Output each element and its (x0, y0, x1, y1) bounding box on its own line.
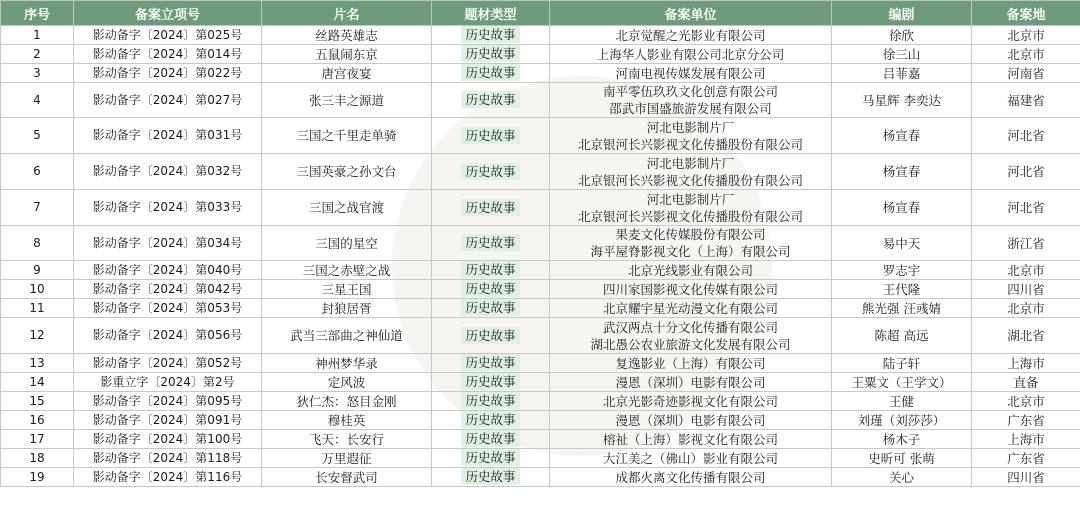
filing-unit-line: 北京银河长兴影视文化传播股份有限公司 (577, 136, 803, 152)
filing-number-cell: 影动备字〔2024〕第027号 (74, 83, 262, 118)
table-body (1, 26, 1080, 487)
genre-badge: 历史故事 (461, 261, 519, 278)
genre-badge: 历史故事 (461, 299, 519, 316)
table-row (1, 26, 1080, 45)
filing-unit-cell (550, 468, 832, 487)
table-row (1, 411, 1080, 430)
film-title-cell: 三国之战官渡 (262, 190, 432, 226)
genre-cell (432, 45, 550, 64)
film-title-cell: 武当三部曲之神仙道 (262, 318, 432, 354)
filing-unit-cell (550, 411, 832, 430)
genre-badge: 历史故事 (461, 163, 519, 180)
filing-unit-cell (550, 280, 832, 299)
genre-cell (432, 318, 550, 354)
filing-place-cell: 直备 (972, 373, 1080, 392)
table-row (1, 83, 1080, 118)
film-title-cell: 唐宫夜宴 (262, 64, 432, 83)
table-row (1, 154, 1080, 190)
genre-badge: 历史故事 (461, 234, 519, 251)
filing-place-cell: 河北省 (972, 190, 1080, 226)
filing-unit-cell (550, 449, 832, 468)
filing-place-cell: 北京市 (972, 261, 1080, 280)
filing-unit-line: 四川家国影视文化传媒有限公司 (602, 281, 778, 297)
genre-badge: 历史故事 (461, 327, 519, 344)
screenwriter-cell: 王粟文（王学文） (832, 373, 972, 392)
film-title-cell: 神州梦华录 (262, 354, 432, 373)
serial-cell: 8 (1, 226, 74, 261)
genre-cell (432, 299, 550, 318)
genre-badge: 历史故事 (461, 199, 519, 216)
serial-cell: 3 (1, 64, 74, 83)
filing-number-cell: 影动备字〔2024〕第040号 (74, 261, 262, 280)
screenwriter-cell: 罗志宇 (832, 261, 972, 280)
filing-place-cell: 河南省 (972, 64, 1080, 83)
table-row (1, 354, 1080, 373)
filing-number-cell: 影动备字〔2024〕第033号 (74, 190, 262, 226)
serial-cell: 16 (1, 411, 74, 430)
genre-badge: 历史故事 (461, 354, 519, 371)
table-row (1, 64, 1080, 83)
film-title-cell: 万里遐征 (262, 449, 432, 468)
header-row (1, 1, 1080, 26)
table-row (1, 226, 1080, 261)
filing-place-cell: 湖北省 (972, 318, 1080, 354)
screenwriter-cell: 王代隆 (832, 280, 972, 299)
filing-number-cell: 影动备字〔2024〕第056号 (74, 318, 262, 354)
filing-number-cell: 影重立字〔2024〕第2号 (74, 373, 262, 392)
filing-unit-cell (550, 26, 832, 45)
header-filing-place: 备案地 (972, 1, 1080, 26)
filing-unit-cell (550, 64, 832, 83)
screenwriter-cell: 徐欣 (832, 26, 972, 45)
serial-cell: 14 (1, 373, 74, 392)
screenwriter-cell: 熊光强 汪彧婧 (832, 299, 972, 318)
filing-unit-cell (550, 83, 832, 118)
serial-cell: 17 (1, 430, 74, 449)
serial-cell: 2 (1, 45, 74, 64)
screenwriter-cell: 陈超 高远 (832, 318, 972, 354)
serial-cell: 11 (1, 299, 74, 318)
filing-unit-line: 复逸影业（上海）有限公司 (615, 355, 766, 371)
genre-cell (432, 118, 550, 154)
filing-unit-line: 北京银河长兴影视文化传播股份有限公司 (577, 172, 803, 188)
serial-cell: 12 (1, 318, 74, 354)
filing-unit-cell (550, 373, 832, 392)
filing-unit-line: 北京光线影业有限公司 (627, 262, 753, 278)
table-row (1, 318, 1080, 354)
filing-place-cell: 北京市 (972, 392, 1080, 411)
filing-unit-line: 北京耀宇星光动漫文化有限公司 (602, 300, 778, 316)
filing-place-cell: 福建省 (972, 83, 1080, 118)
filing-unit-cell (550, 392, 832, 411)
filing-number-cell: 影动备字〔2024〕第116号 (74, 468, 262, 487)
filing-unit-line: 北京银河长兴影视文化传播股份有限公司 (577, 208, 803, 224)
genre-cell (432, 392, 550, 411)
screenwriter-cell: 杨宣春 (832, 154, 972, 190)
filing-unit-line: 榕祉（上海）影视文化有限公司 (602, 431, 778, 447)
genre-badge: 历史故事 (461, 449, 519, 466)
filing-place-cell: 四川省 (972, 280, 1080, 299)
genre-badge: 历史故事 (461, 64, 519, 81)
genre-badge: 历史故事 (461, 26, 519, 43)
genre-cell (432, 373, 550, 392)
screenwriter-cell: 吕菲嘉 (832, 64, 972, 83)
filing-unit-line: 果麦文化传媒股份有限公司 (615, 227, 766, 242)
screenwriter-cell: 马星辉 李奕达 (832, 83, 972, 118)
header-serial: 序号 (1, 1, 74, 26)
header-film-title: 片名 (262, 1, 432, 26)
filing-place-cell: 四川省 (972, 468, 1080, 487)
serial-cell: 10 (1, 280, 74, 299)
genre-badge: 历史故事 (461, 430, 519, 447)
filing-unit-line: 北京光影奇迹影视文化有限公司 (602, 393, 778, 409)
film-title-cell: 三国之赤壁之战 (262, 261, 432, 280)
filing-unit-cell (550, 354, 832, 373)
genre-badge: 历史故事 (461, 45, 519, 62)
genre-cell (432, 468, 550, 487)
screenwriter-cell: 关心 (832, 468, 972, 487)
film-title-cell: 张三丰之源道 (262, 83, 432, 118)
filing-number-cell: 影动备字〔2024〕第034号 (74, 226, 262, 261)
genre-cell (432, 430, 550, 449)
screenwriter-cell: 史昕可 张萌 (832, 449, 972, 468)
filing-unit-line: 河北电影制片厂 (646, 191, 735, 207)
filing-place-cell: 广东省 (972, 411, 1080, 430)
serial-cell: 1 (1, 26, 74, 45)
filing-place-cell: 广东省 (972, 449, 1080, 468)
table-header (1, 1, 1080, 26)
filing-number-cell: 影动备字〔2024〕第032号 (74, 154, 262, 190)
screenwriter-cell: 杨宣春 (832, 190, 972, 226)
film-title-cell: 狄仁杰：怒目金刚 (262, 392, 432, 411)
header-genre: 题材类型 (432, 1, 550, 26)
filing-number-cell: 影动备字〔2024〕第091号 (74, 411, 262, 430)
table-row (1, 280, 1080, 299)
filing-unit-line: 南平零伍玖玖文化创意有限公司 (602, 84, 778, 99)
filing-number-cell: 影动备字〔2024〕第042号 (74, 280, 262, 299)
filing-unit-line: 河北电影制片厂 (646, 155, 735, 171)
filing-number-cell: 影动备字〔2024〕第053号 (74, 299, 262, 318)
genre-badge: 历史故事 (461, 468, 519, 485)
filing-unit-line: 漫恩（深圳）电影有限公司 (615, 412, 766, 428)
genre-cell (432, 26, 550, 45)
genre-cell (432, 449, 550, 468)
serial-cell: 13 (1, 354, 74, 373)
genre-badge: 历史故事 (461, 280, 519, 297)
filing-unit-cell (550, 154, 832, 190)
filing-unit-cell (550, 226, 832, 261)
film-title-cell: 长安督武司 (262, 468, 432, 487)
screenwriter-cell: 王健 (832, 392, 972, 411)
film-title-cell: 三国英豪之孙文台 (262, 154, 432, 190)
film-title-cell: 三星王国 (262, 280, 432, 299)
genre-cell (432, 83, 550, 118)
genre-cell (432, 280, 550, 299)
filing-unit-line: 湖北愚公农业旅游文化发展有限公司 (590, 336, 791, 352)
filing-place-cell: 浙江省 (972, 226, 1080, 261)
filing-unit-line: 邵武市国盛旅游发展有限公司 (609, 101, 772, 116)
filing-unit-line: 武汉两点十分文化传播有限公司 (602, 319, 778, 335)
header-filing-unit: 备案单位 (550, 1, 832, 26)
filing-number-cell: 影动备字〔2024〕第052号 (74, 354, 262, 373)
filing-place-cell: 北京市 (972, 45, 1080, 64)
genre-cell (432, 354, 550, 373)
table-row (1, 190, 1080, 226)
serial-cell: 18 (1, 449, 74, 468)
genre-cell (432, 190, 550, 226)
serial-cell: 7 (1, 190, 74, 226)
filing-place-cell: 北京市 (972, 26, 1080, 45)
filing-unit-cell (550, 190, 832, 226)
film-title-cell: 飞天：长安行 (262, 430, 432, 449)
serial-cell: 6 (1, 154, 74, 190)
table-row (1, 118, 1080, 154)
table-row (1, 430, 1080, 449)
serial-cell: 19 (1, 468, 74, 487)
filing-unit-cell (550, 261, 832, 280)
filing-unit-cell (550, 430, 832, 449)
screenwriter-cell: 杨木子 (832, 430, 972, 449)
filing-place-cell: 河北省 (972, 118, 1080, 154)
filing-place-cell: 上海市 (972, 354, 1080, 373)
screenwriter-cell: 易中天 (832, 226, 972, 261)
serial-cell: 4 (1, 83, 74, 118)
filing-number-cell: 影动备字〔2024〕第025号 (74, 26, 262, 45)
screenwriter-cell: 杨宣春 (832, 118, 972, 154)
filing-unit-line: 大江美之（佛山）影业有限公司 (602, 450, 778, 466)
serial-cell: 9 (1, 261, 74, 280)
filing-unit-cell (550, 299, 832, 318)
film-title-cell: 三国之千里走单骑 (262, 118, 432, 154)
filing-number-cell: 影动备字〔2024〕第031号 (74, 118, 262, 154)
filing-unit-line: 成都火离文化传播有限公司 (615, 469, 766, 485)
genre-badge: 历史故事 (461, 392, 519, 409)
genre-cell (432, 64, 550, 83)
screenwriter-cell: 陆子轩 (832, 354, 972, 373)
filing-number-cell: 影动备字〔2024〕第118号 (74, 449, 262, 468)
filing-place-cell: 上海市 (972, 430, 1080, 449)
table-row (1, 392, 1080, 411)
header-screenwriter: 编剧 (832, 1, 972, 26)
table-row (1, 261, 1080, 280)
filing-unit-line: 海平屋脊影视文化（上海）有限公司 (590, 244, 791, 259)
filing-unit-line: 上海华人影业有限公司北京分公司 (596, 46, 785, 62)
table-row (1, 468, 1080, 487)
filing-unit-line: 河北电影制片厂 (646, 119, 735, 135)
filing-unit-cell (550, 118, 832, 154)
serial-cell: 5 (1, 118, 74, 154)
film-title-cell: 穆桂英 (262, 411, 432, 430)
film-title-cell: 丝路英雄志 (262, 26, 432, 45)
filing-number-cell: 影动备字〔2024〕第022号 (74, 64, 262, 83)
genre-cell (432, 226, 550, 261)
genre-badge: 历史故事 (461, 411, 519, 428)
film-title-cell: 五鼠闹东京 (262, 45, 432, 64)
filing-number-cell: 影动备字〔2024〕第014号 (74, 45, 262, 64)
filing-number-cell: 影动备字〔2024〕第100号 (74, 430, 262, 449)
genre-cell (432, 154, 550, 190)
filing-unit-line: 北京觉醒之光影业有限公司 (615, 27, 766, 43)
film-title-cell: 封狼居胥 (262, 299, 432, 318)
table-row (1, 299, 1080, 318)
filing-unit-cell (550, 45, 832, 64)
filing-unit-line: 河南电视传媒发展有限公司 (615, 65, 766, 81)
film-title-cell: 定风波 (262, 373, 432, 392)
serial-cell: 15 (1, 392, 74, 411)
filing-place-cell: 河北省 (972, 154, 1080, 190)
table-row (1, 373, 1080, 392)
filing-place-cell: 北京市 (972, 299, 1080, 318)
genre-badge: 历史故事 (461, 91, 519, 108)
table-row (1, 449, 1080, 468)
film-title-cell: 三国的星空 (262, 226, 432, 261)
filing-number-cell: 影动备字〔2024〕第095号 (74, 392, 262, 411)
genre-badge: 历史故事 (461, 373, 519, 390)
header-filing-number: 备案立项号 (74, 1, 262, 26)
table-row (1, 45, 1080, 64)
screenwriter-cell: 刘瑾（刘莎莎） (832, 411, 972, 430)
genre-badge: 历史故事 (461, 127, 519, 144)
screenwriter-cell: 徐三山 (832, 45, 972, 64)
genre-cell (432, 261, 550, 280)
filing-unit-cell (550, 318, 832, 354)
genre-cell (432, 411, 550, 430)
filing-unit-line: 漫恩（深圳）电影有限公司 (615, 374, 766, 390)
